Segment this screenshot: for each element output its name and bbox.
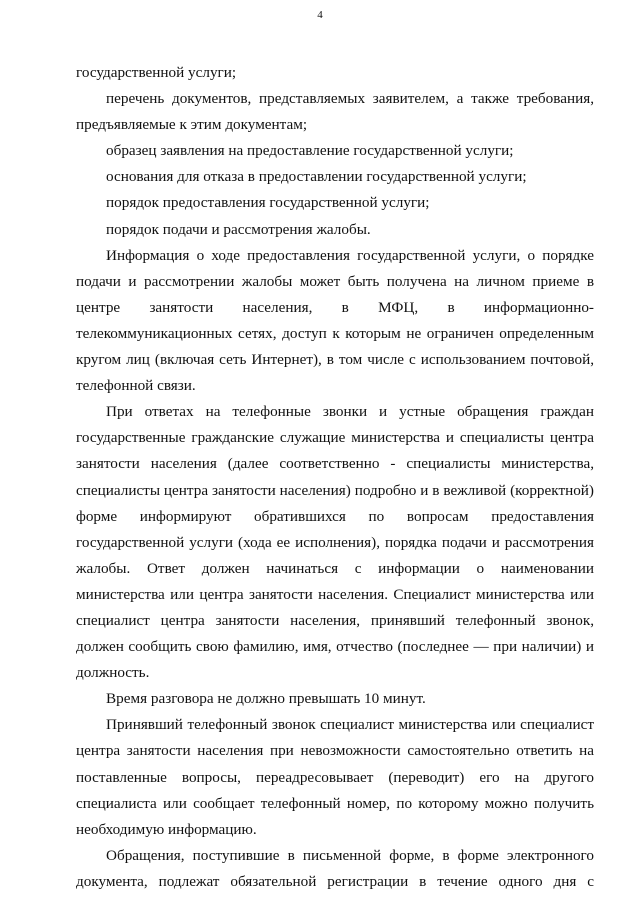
paragraph-call-redirect: Принявший телефонный звонок специалист министерства или специалист центра занятости населения при невозможности самостоятельно ответить на поставленные вопросы, переадресовывает (переводит) его на другого специалиста или сообщает телефонный номер, по которому можно получить необходимую информацию. xyxy=(76,716,594,838)
document-body xyxy=(76,60,594,895)
paragraph-complaint-procedure: порядок подачи и рассмотрения жалобы. xyxy=(106,220,371,238)
paragraph-written-requests: Обращения, поступившие в письменной форме, в форме электронного документа, подлежат обязательной регистрации в течение одного дня с xyxy=(76,846,594,890)
paragraph-application-sample: образец заявления на предоставление государственной услуги; xyxy=(106,142,514,160)
page-number: 4 xyxy=(317,9,323,21)
paragraph-service-procedure: порядок предоставления государственной услуги; xyxy=(106,194,430,212)
paragraph-documents-list: перечень документов, представляемых заявителем, а также требования, предъявляемые к этим документам; xyxy=(76,90,594,134)
paragraph-service-continuation: государственной услуги; xyxy=(76,64,237,81)
paragraph-phone-answers: При ответах на телефонные звонки и устные обращения граждан государственные гражданские служащие министерства и специалисты центра занятости населения (далее соответственно - специалисты министерства, специалисты центра занятости населения) подробно и в вежливой (корректной) форме информируют обратившихся по вопросам предоставления государственной услуги (хода ее исполнения), порядка подачи и рассмотрения жалобы. Ответ должен начинаться с информации о наименовании министерства или центра занятости населения. Специалист министерства или специалист центра занятости населения, принявший телефонный звонок, должен сообщить свою фамилию, имя, отчество (последнее — при наличии) и должность. xyxy=(76,403,594,682)
paragraph-refusal-grounds: основания для отказа в предоставлении государственной услуги; xyxy=(106,168,527,186)
paragraph-call-duration: Время разговора не должно превышать 10 минут. xyxy=(106,690,426,708)
paragraph-progress-information: Информация о ходе предоставления государственной услуги, о порядке подачи и рассмотрении жалобы может быть получена на личном приеме в центре занятости населения, в МФЦ, в информационно-телекоммуникационных сетях, доступ к которым не ограничен определенным кругом лиц (включая сеть Интернет), в том числе с использованием почтовой, телефонной связи. xyxy=(76,246,594,395)
